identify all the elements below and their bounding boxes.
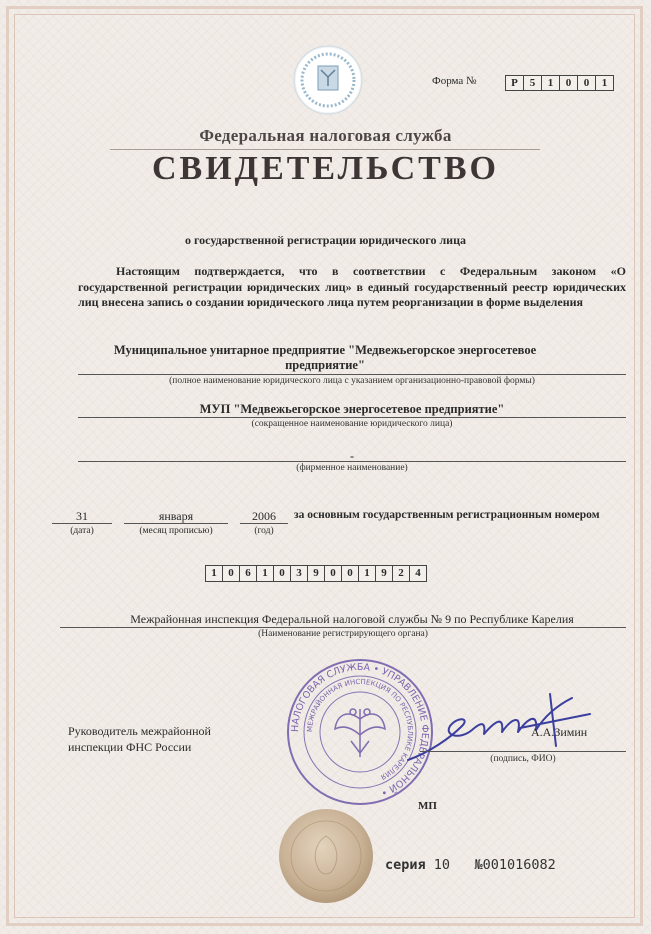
head-label-line: Руководитель межрайонной <box>68 724 211 738</box>
date-day-caption: (дата) <box>70 526 94 536</box>
form-number-boxes <box>506 75 614 91</box>
date-year: 2006 <box>252 509 276 523</box>
entity-short-name: МУП "Медвежьегорское энергосетевое предприятие" <box>199 402 505 416</box>
ogrn-digit: 1 <box>256 565 274 582</box>
field-line <box>78 417 626 418</box>
stamp-inner-text: МЕЖРАЙОННАЯ ИНСПЕКЦИЯ ПО РЕСПУБЛИКЕ КАРЕЛИЯ <box>305 677 415 781</box>
ogrn-digit: 0 <box>324 565 342 582</box>
ogrn-digit: 0 <box>273 565 291 582</box>
field-line <box>52 523 112 524</box>
firm-name-value: - <box>350 449 354 463</box>
entity-full-name: Муниципальное унитарное предприятие "Медвежьегорское энергосетевое предприятие" <box>113 343 537 372</box>
head-label <box>68 723 211 755</box>
registering-authority-caption: (Наименование регистрирующего органа) <box>258 629 428 639</box>
issuing-service: Федеральная налоговая служба <box>199 126 452 145</box>
series-label: серия <box>385 857 426 873</box>
series-number <box>385 857 556 873</box>
ogrn-boxes <box>206 565 427 582</box>
certification-paragraph: Настоящим подтверждается, что в соответствии с Федеральным законом «О государственной регистрации юридических лиц» в единый государственный реестр юридических лиц внесена запись о создании юридического лица путем реорганизации в форме выделения <box>78 264 626 309</box>
date-month-caption: (месяц прописью) <box>139 526 213 536</box>
document-subtitle: о государственной регистрации юридического лица <box>185 233 466 247</box>
ogrn-digit: 0 <box>222 565 240 582</box>
field-line <box>78 461 626 462</box>
signer-name: А.А.Зимин <box>531 725 588 739</box>
head-label-line: инспекции ФНС России <box>68 740 192 754</box>
form-number-char: Р <box>505 75 524 91</box>
firm-name-caption: (фирменное наименование) <box>296 463 408 473</box>
eagle-emblem-icon <box>335 709 385 757</box>
stamp-outer-text: НАЛОГОВАЯ СЛУЖБА • УПРАВЛЕНИЕ ФЕДЕРАЛЬНОЙ • <box>289 661 431 799</box>
series-value: 10 <box>433 857 451 873</box>
form-number-char: 1 <box>595 75 614 91</box>
form-number-char: 5 <box>523 75 542 91</box>
hologram-seal <box>276 806 376 906</box>
tax-service-emblem-icon <box>292 44 364 116</box>
seal-place-mark: МП <box>418 800 437 812</box>
ogrn-digit: 3 <box>290 565 308 582</box>
signature-caption: (подпись, ФИО) <box>490 754 556 764</box>
certificate-number: №001016082 <box>474 857 556 873</box>
ogrn-digit: 6 <box>239 565 257 582</box>
entity-full-name-caption: (полное наименование юридического лица с указанием организационно-правовой формы) <box>169 376 535 386</box>
form-number-char: 0 <box>577 75 596 91</box>
ogrn-digit: 1 <box>358 565 376 582</box>
registration-number-label: за основным государственным регистрационным номером <box>294 509 600 521</box>
ogrn-digit: 2 <box>392 565 410 582</box>
ogrn-digit: 9 <box>307 565 325 582</box>
form-number-char: 1 <box>541 75 560 91</box>
ogrn-digit: 9 <box>375 565 393 582</box>
field-line <box>78 374 626 375</box>
field-line <box>60 627 626 628</box>
registering-authority: Межрайонная инспекция Федеральной налоговой службы № 9 по Республике Карелия <box>130 612 574 626</box>
form-number-char: 0 <box>559 75 578 91</box>
ogrn-digit: 4 <box>409 565 427 582</box>
date-day: 31 <box>76 509 88 523</box>
ogrn-digit: 1 <box>205 565 223 582</box>
ogrn-digit: 0 <box>341 565 359 582</box>
field-line <box>240 523 288 524</box>
entity-short-name-caption: (сокращенное наименование юридического лица) <box>251 419 453 429</box>
date-year-caption: (год) <box>254 526 274 536</box>
date-month: января <box>158 509 194 523</box>
field-line <box>420 751 626 752</box>
field-line <box>124 523 228 524</box>
form-label: Форма № <box>432 75 477 87</box>
document-title: СВИДЕТЕЛЬСТВО <box>152 150 499 187</box>
